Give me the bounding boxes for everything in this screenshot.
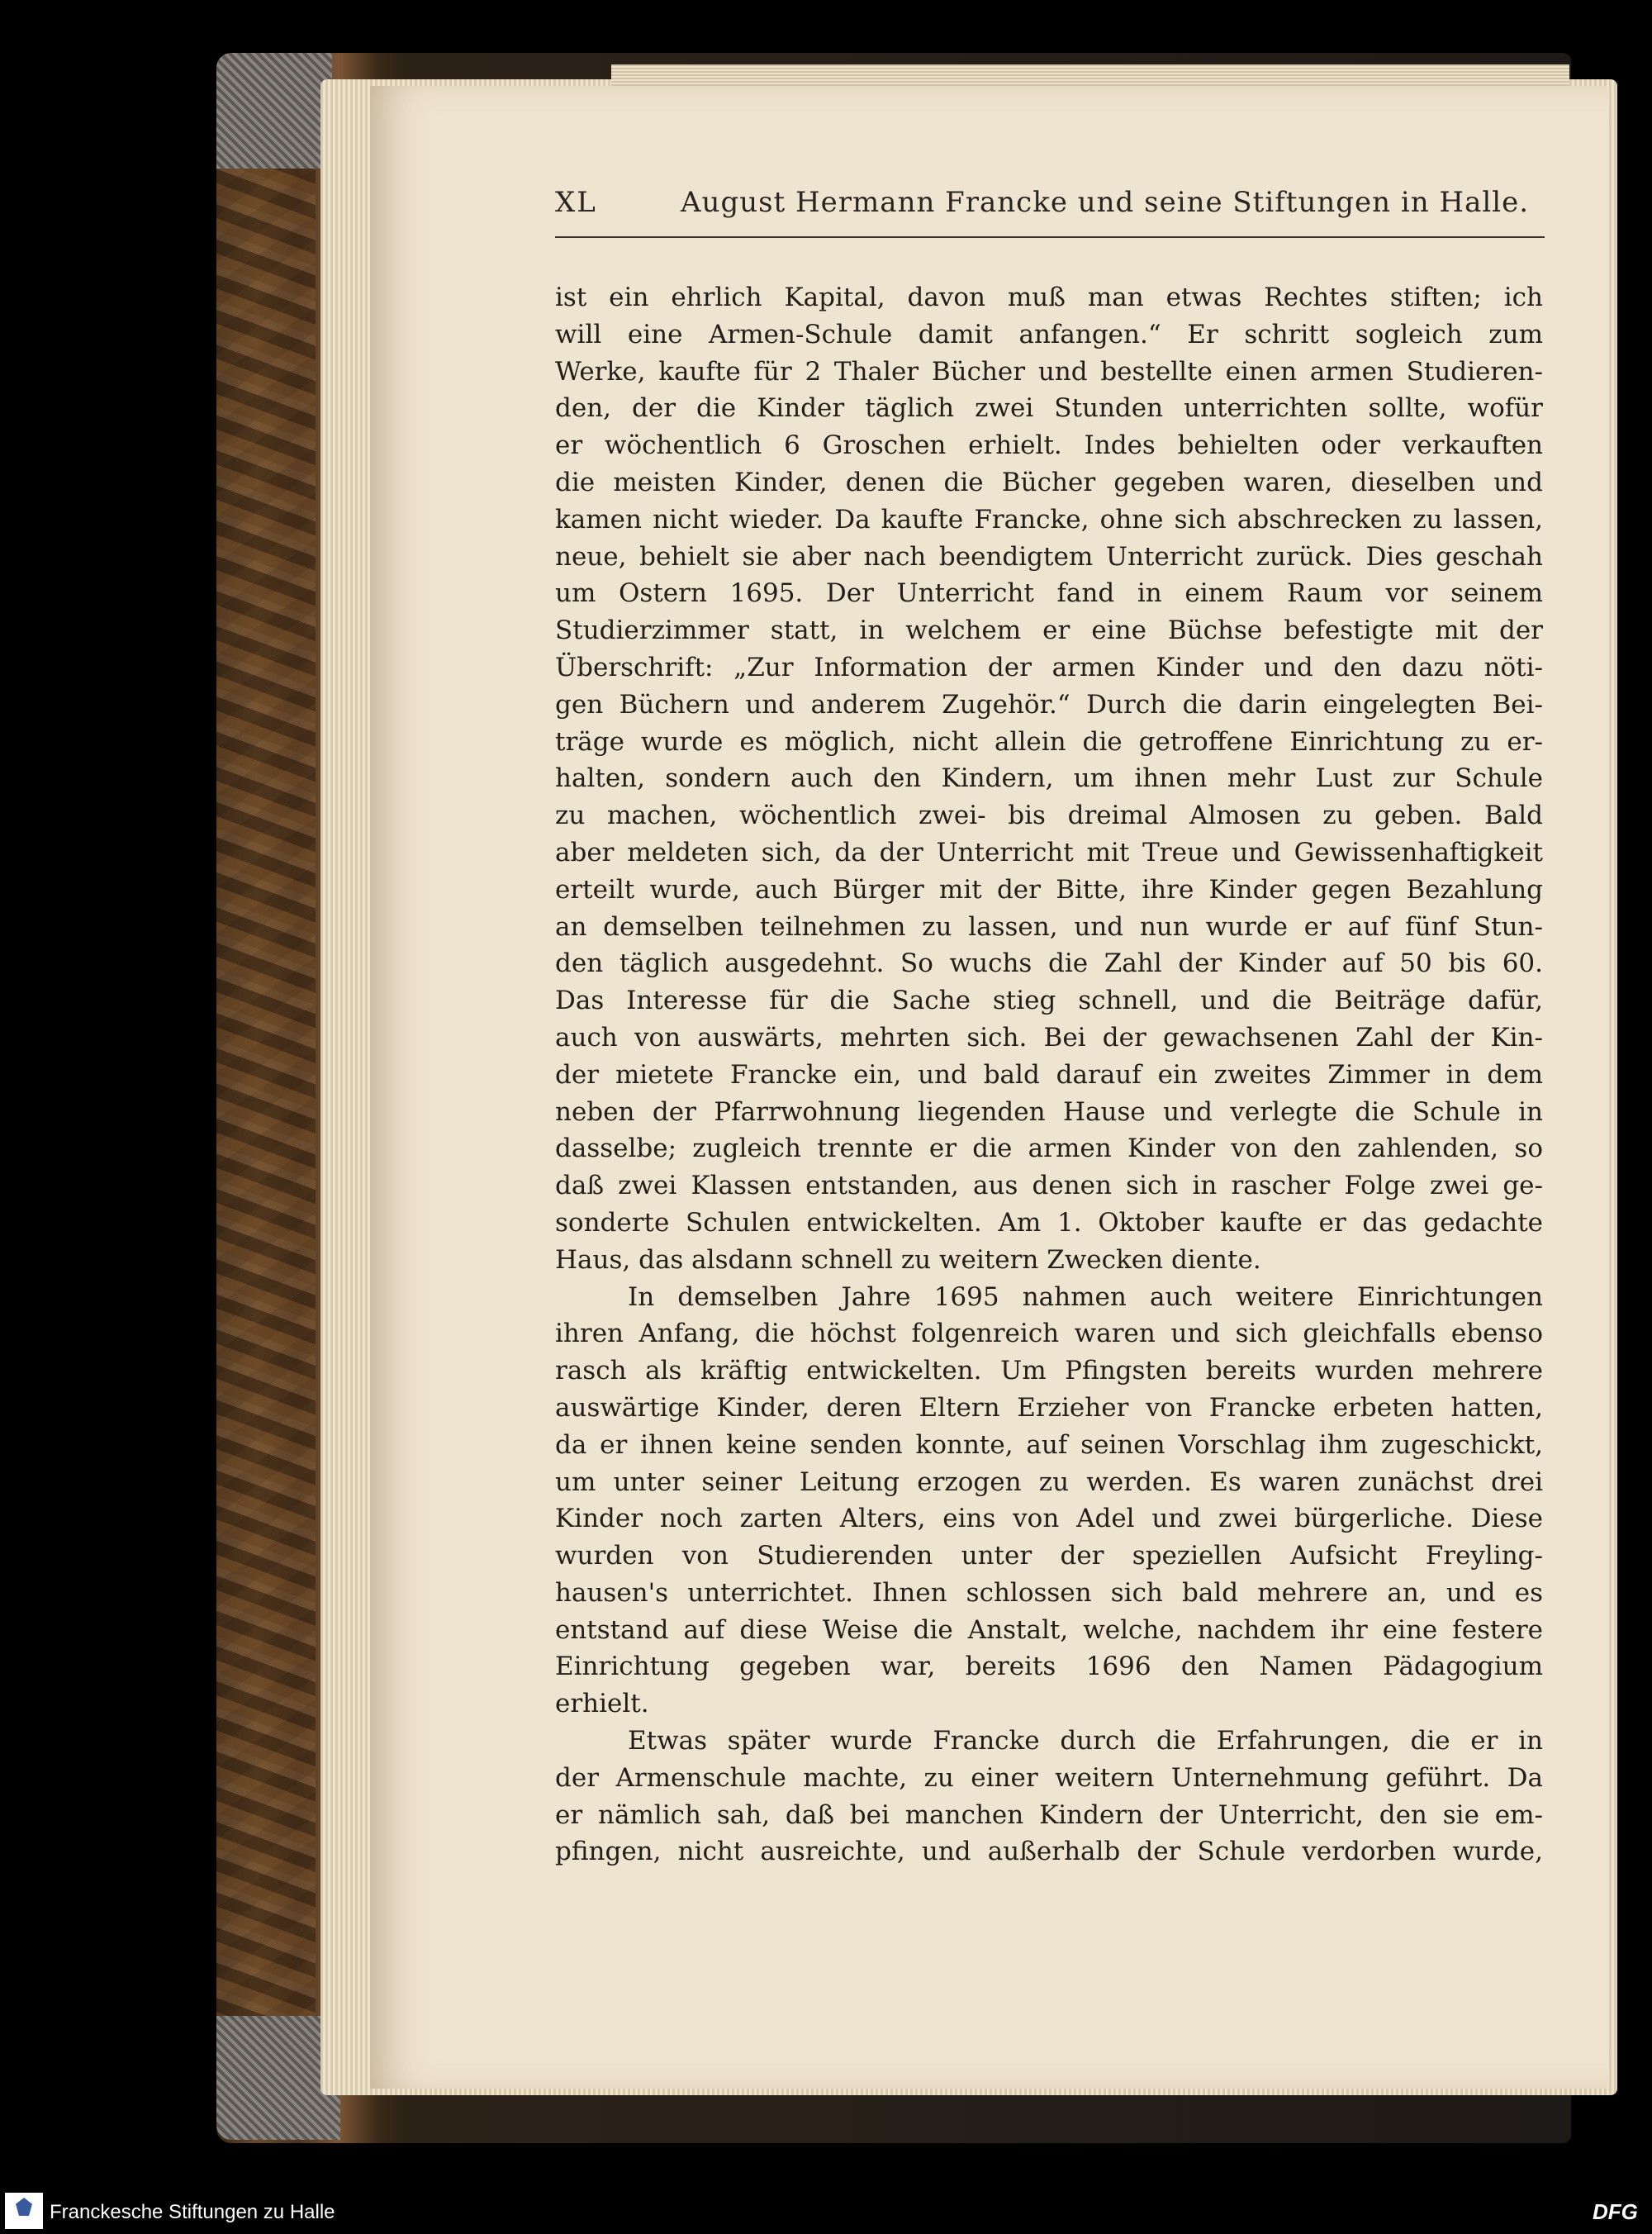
text-line: daß zwei Klassen entstanden, aus denen sich in rascher Folge zwei ge- bbox=[555, 1171, 1543, 1201]
text-line: Haus, das alsdann schnell zu weitern Zwecken diente. bbox=[555, 1244, 1261, 1275]
text-line: Kinder noch zarten Alters, eins von Adel und zwei bürgerliche. Diese bbox=[555, 1504, 1543, 1534]
text-line: die meisten Kinder, denen die Bücher gegeben waren, dieselben und bbox=[555, 467, 1543, 497]
text-line: entstand auf diese Weise die Anstalt, welche, nachdem ihr eine festere bbox=[555, 1614, 1543, 1645]
text-line: rasch als kräftig entwickelten. Um Pfingsten bereits wurden mehrere bbox=[555, 1356, 1543, 1386]
text-line: Einrichtung gegeben war, bereits 1696 den Namen Pädagogium bbox=[555, 1652, 1543, 1682]
running-head: August Hermann Francke und seine Stiftungen in Halle. bbox=[681, 186, 1530, 219]
dfg-logo: DFG bbox=[1593, 2199, 1638, 2224]
top-page-edges bbox=[611, 64, 1569, 86]
text-line: Studierzimmer statt, in welchem er eine Büchse befestigte mit der bbox=[555, 616, 1543, 646]
text-line: neben der Pfarrwohnung liegenden Hause und verlegte die Schule in bbox=[555, 1096, 1543, 1127]
text-line: ihren Anfang, die höchst folgenreich waren und sich gleichfalls ebenso bbox=[555, 1319, 1543, 1349]
body-text bbox=[555, 279, 1543, 1870]
text-line: In demselben Jahre 1695 nahmen auch weitere Einrichtungen bbox=[628, 1281, 1543, 1312]
text-line: Das Interesse für die Sache stieg schnell, und die Beiträge dafür, bbox=[555, 986, 1543, 1016]
text-line: der Armenschule machte, zu einer weitern Unternehmung geführt. Da bbox=[555, 1762, 1543, 1793]
page-header bbox=[555, 186, 1550, 231]
text-line: an demselben teilnehmen zu lassen, und nun wurde er auf fünf Stun- bbox=[555, 911, 1543, 942]
marbled-spine bbox=[216, 165, 316, 2024]
text-line: wurden von Studierenden unter der speziellen Aufsicht Freyling- bbox=[555, 1541, 1543, 1571]
text-line: um unter seiner Leitung erzogen zu werden. Es waren zunächst drei bbox=[555, 1466, 1543, 1497]
text-line: auch von auswärts, mehrten sich. Bei der gewachsenen Zahl der Kin- bbox=[555, 1022, 1543, 1053]
francke-foundation-logo-icon bbox=[5, 2193, 43, 2229]
text-line: aber meldeten sich, da der Unterricht mit Treue und Gewissenhaftigkeit bbox=[555, 837, 1543, 867]
text-line: ist ein ehrlich Kapital, davon muß man etwas Rechtes stiften; ich bbox=[555, 283, 1543, 312]
text-line: den, der die Kinder täglich zwei Stunden unterrichten sollte, wofür bbox=[555, 393, 1543, 424]
text-line: neue, behielt sie aber nach beendigtem Unterricht zurück. Dies geschah bbox=[555, 541, 1543, 572]
text-line: er wöchentlich 6 Groschen erhielt. Indes behielten oder verkauften bbox=[555, 430, 1543, 461]
text-line: der mietete Francke ein, und bald darauf ein zweites Zimmer in dem bbox=[555, 1059, 1543, 1090]
text-line: will eine Armen-Schule damit anfangen.“ Er schritt sogleich zum bbox=[555, 319, 1543, 349]
text-line: träge wurde es möglich, nicht allein die getroffene Einrichtung zu er- bbox=[555, 726, 1543, 757]
text-line: den täglich ausgedehnt. So wuchs die Zahl der Kinder auf 50 bis 60. bbox=[555, 948, 1543, 979]
header-rule bbox=[555, 236, 1545, 238]
text-line: um Ostern 1695. Der Unterricht fand in einem Raum vor seinem bbox=[555, 578, 1543, 609]
text-line: sonderte Schulen entwickelten. Am 1. Oktober kaufte er das gedachte bbox=[555, 1207, 1543, 1238]
text-line: Überschrift: „Zur Information der armen Kinder und den dazu nöti- bbox=[555, 652, 1543, 682]
text-line: er nämlich sah, daß bei manchen Kindern der Unterricht, den sie em- bbox=[555, 1799, 1543, 1830]
text-line: gen Büchern und anderem Zugehör.“ Durch die darin eingelegten Bei- bbox=[555, 689, 1543, 720]
text-line: kamen nicht wieder. Da kaufte Francke, ohne sich abschrecken zu lassen, bbox=[555, 504, 1543, 535]
text-line: pfingen, nicht ausreichte, und außerhalb der Schule verdorben wurde, bbox=[555, 1837, 1543, 1867]
text-line: halten, sondern auch den Kindern, um ihnen mehr Lust zur Schule bbox=[555, 763, 1543, 794]
footer-institution: Franckesche Stiftungen zu Halle bbox=[50, 2201, 335, 2223]
text-line: da er ihnen keine senden konnte, auf seinen Vorschlag ihm zugeschickt, bbox=[555, 1429, 1543, 1460]
text-line: dasselbe; zugleich trennte er die armen Kinder von den zahlenden, so bbox=[555, 1134, 1543, 1164]
page-number: XL bbox=[555, 186, 597, 219]
spine-corner-top bbox=[216, 53, 332, 169]
text-line: auswärtige Kinder, deren Eltern Erzieher von Francke erbeten hatten, bbox=[555, 1392, 1543, 1423]
text-line: erhielt. bbox=[555, 1689, 649, 1719]
text-line: Werke, kaufte für 2 Thaler Bücher und bestellte einen armen Studieren- bbox=[555, 356, 1543, 387]
text-line: zu machen, wöchentlich zwei- bis dreimal Almosen zu geben. Bald bbox=[555, 801, 1543, 831]
text-line: hausen's unterrichtet. Ihnen schlossen sich bald mehrere an, und es bbox=[555, 1577, 1543, 1608]
text-line: erteilt wurde, auch Bürger mit der Bitte, ihre Kinder gegen Bezahlung bbox=[555, 874, 1543, 905]
text-line: Etwas später wurde Francke durch die Erfahrungen, die er in bbox=[628, 1726, 1543, 1756]
